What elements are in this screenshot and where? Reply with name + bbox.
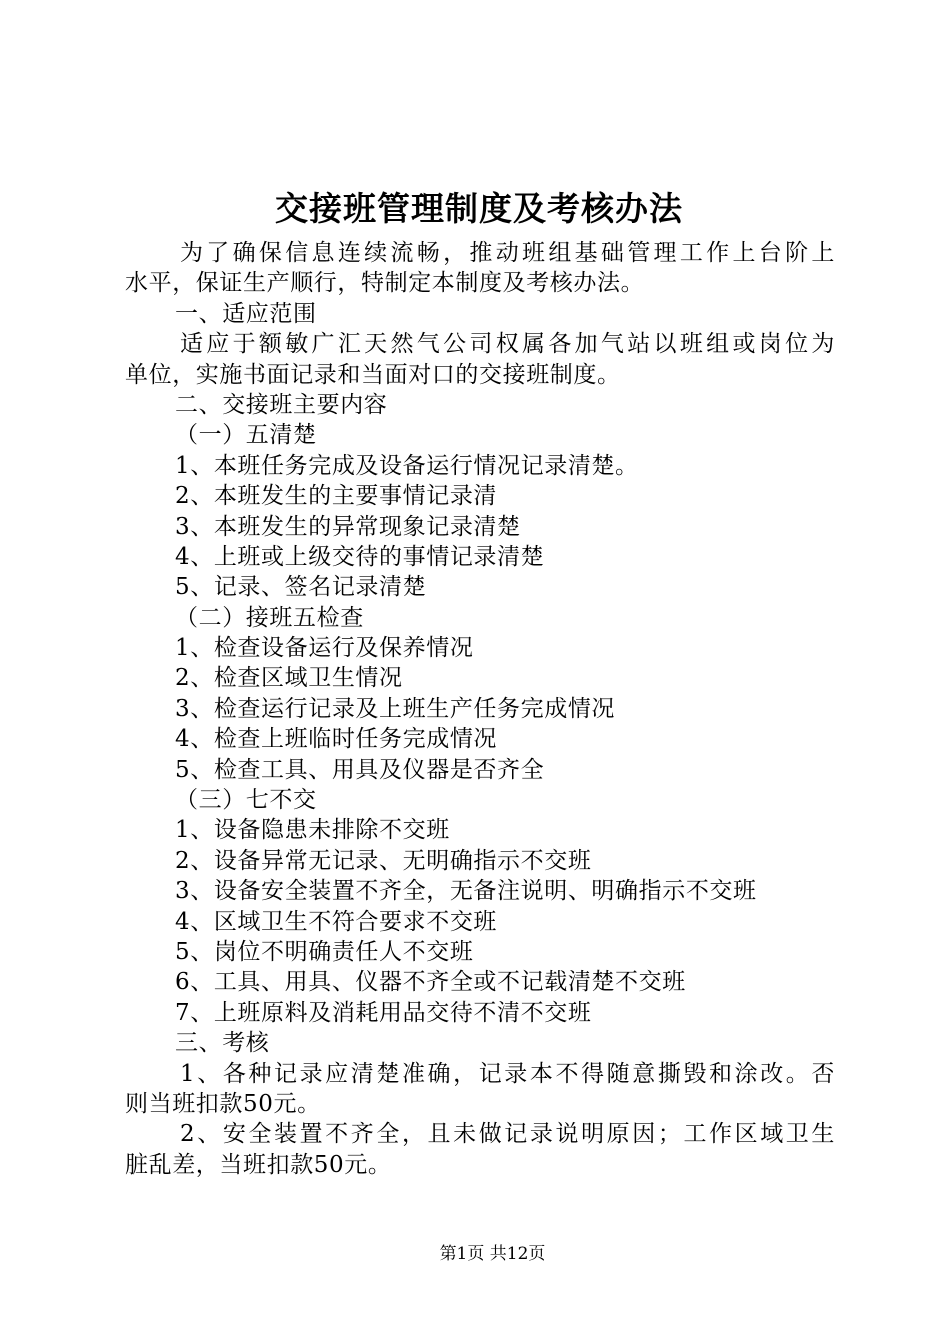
page-footer: 第1页 共12页 xyxy=(439,1244,546,1264)
sub2-item: 4、检查上班临时任务完成情况 xyxy=(175,726,498,753)
sub1-item: 5、记录、签名记录清楚 xyxy=(175,574,427,601)
sub2-item: 3、检查运行记录及上班生产任务完成情况 xyxy=(175,695,616,722)
document-title: 交接班管理制度及考核办法 xyxy=(275,189,683,228)
sub3-item: 1、设备隐患未排除不交班 xyxy=(175,817,450,844)
section1-heading: 一、适应范围 xyxy=(175,300,317,327)
section3-item2-line-1: 2、安全装置不齐全，且未做记录说明原因；工作区域卫生 xyxy=(180,1121,835,1148)
section3-heading: 三、考核 xyxy=(175,1030,270,1057)
sub1-item: 4、上班或上级交待的事情记录清楚 xyxy=(175,543,545,570)
sub3-item: 7、上班原料及消耗用品交待不清不交班 xyxy=(175,999,592,1026)
section3-item1-line-2: 则当班扣款50元。 xyxy=(125,1090,321,1117)
intro-line-1: 为了确保信息连续流畅，推动班组基础管理工作上台阶上 xyxy=(180,240,835,266)
sub3-heading: （三）七不交 xyxy=(175,787,317,814)
sub2-heading: （二）接班五检查 xyxy=(175,604,364,631)
sub2-item: 2、检查区域卫生情况 xyxy=(175,665,403,692)
sub1-item: 3、本班发生的异常现象记录清楚 xyxy=(175,513,521,540)
section3-item1-line-1: 1、各种记录应清楚准确，记录本不得随意撕毁和涂改。否 xyxy=(180,1060,835,1087)
sub3-item: 6、工具、用具、仪器不齐全或不记载清楚不交班 xyxy=(175,969,686,996)
section1-line-1: 适应于额敏广汇天然气公司权属各加气站以班组或岗位为 xyxy=(180,331,835,358)
sub3-item: 3、设备安全装置不齐全，无备注说明、明确指示不交班 xyxy=(175,878,757,905)
section3-item2-line-2: 脏乱差，当班扣款50元。 xyxy=(125,1151,392,1178)
section2-heading: 二、交接班主要内容 xyxy=(175,391,388,418)
sub2-item: 1、检查设备运行及保养情况 xyxy=(175,635,474,662)
section1-line-2: 单位，实施书面记录和当面对口的交接班制度。 xyxy=(125,361,621,388)
document-body xyxy=(125,238,835,1180)
sub3-item: 2、设备异常无记录、无明确指示不交班 xyxy=(175,847,592,874)
sub1-item: 2、本班发生的主要事情记录清 xyxy=(175,483,498,510)
sub3-item: 4、区域卫生不符合要求不交班 xyxy=(175,908,498,935)
sub1-heading: （一）五清楚 xyxy=(175,422,317,449)
intro-line-2: 水平，保证生产顺行，特制定本制度及考核办法。 xyxy=(125,270,645,297)
sub3-item: 5、岗位不明确责任人不交班 xyxy=(175,938,474,965)
sub2-item: 5、检查工具、用具及仪器是否齐全 xyxy=(175,756,545,783)
sub1-item: 1、本班任务完成及设备运行情况记录清楚。 xyxy=(175,452,639,479)
